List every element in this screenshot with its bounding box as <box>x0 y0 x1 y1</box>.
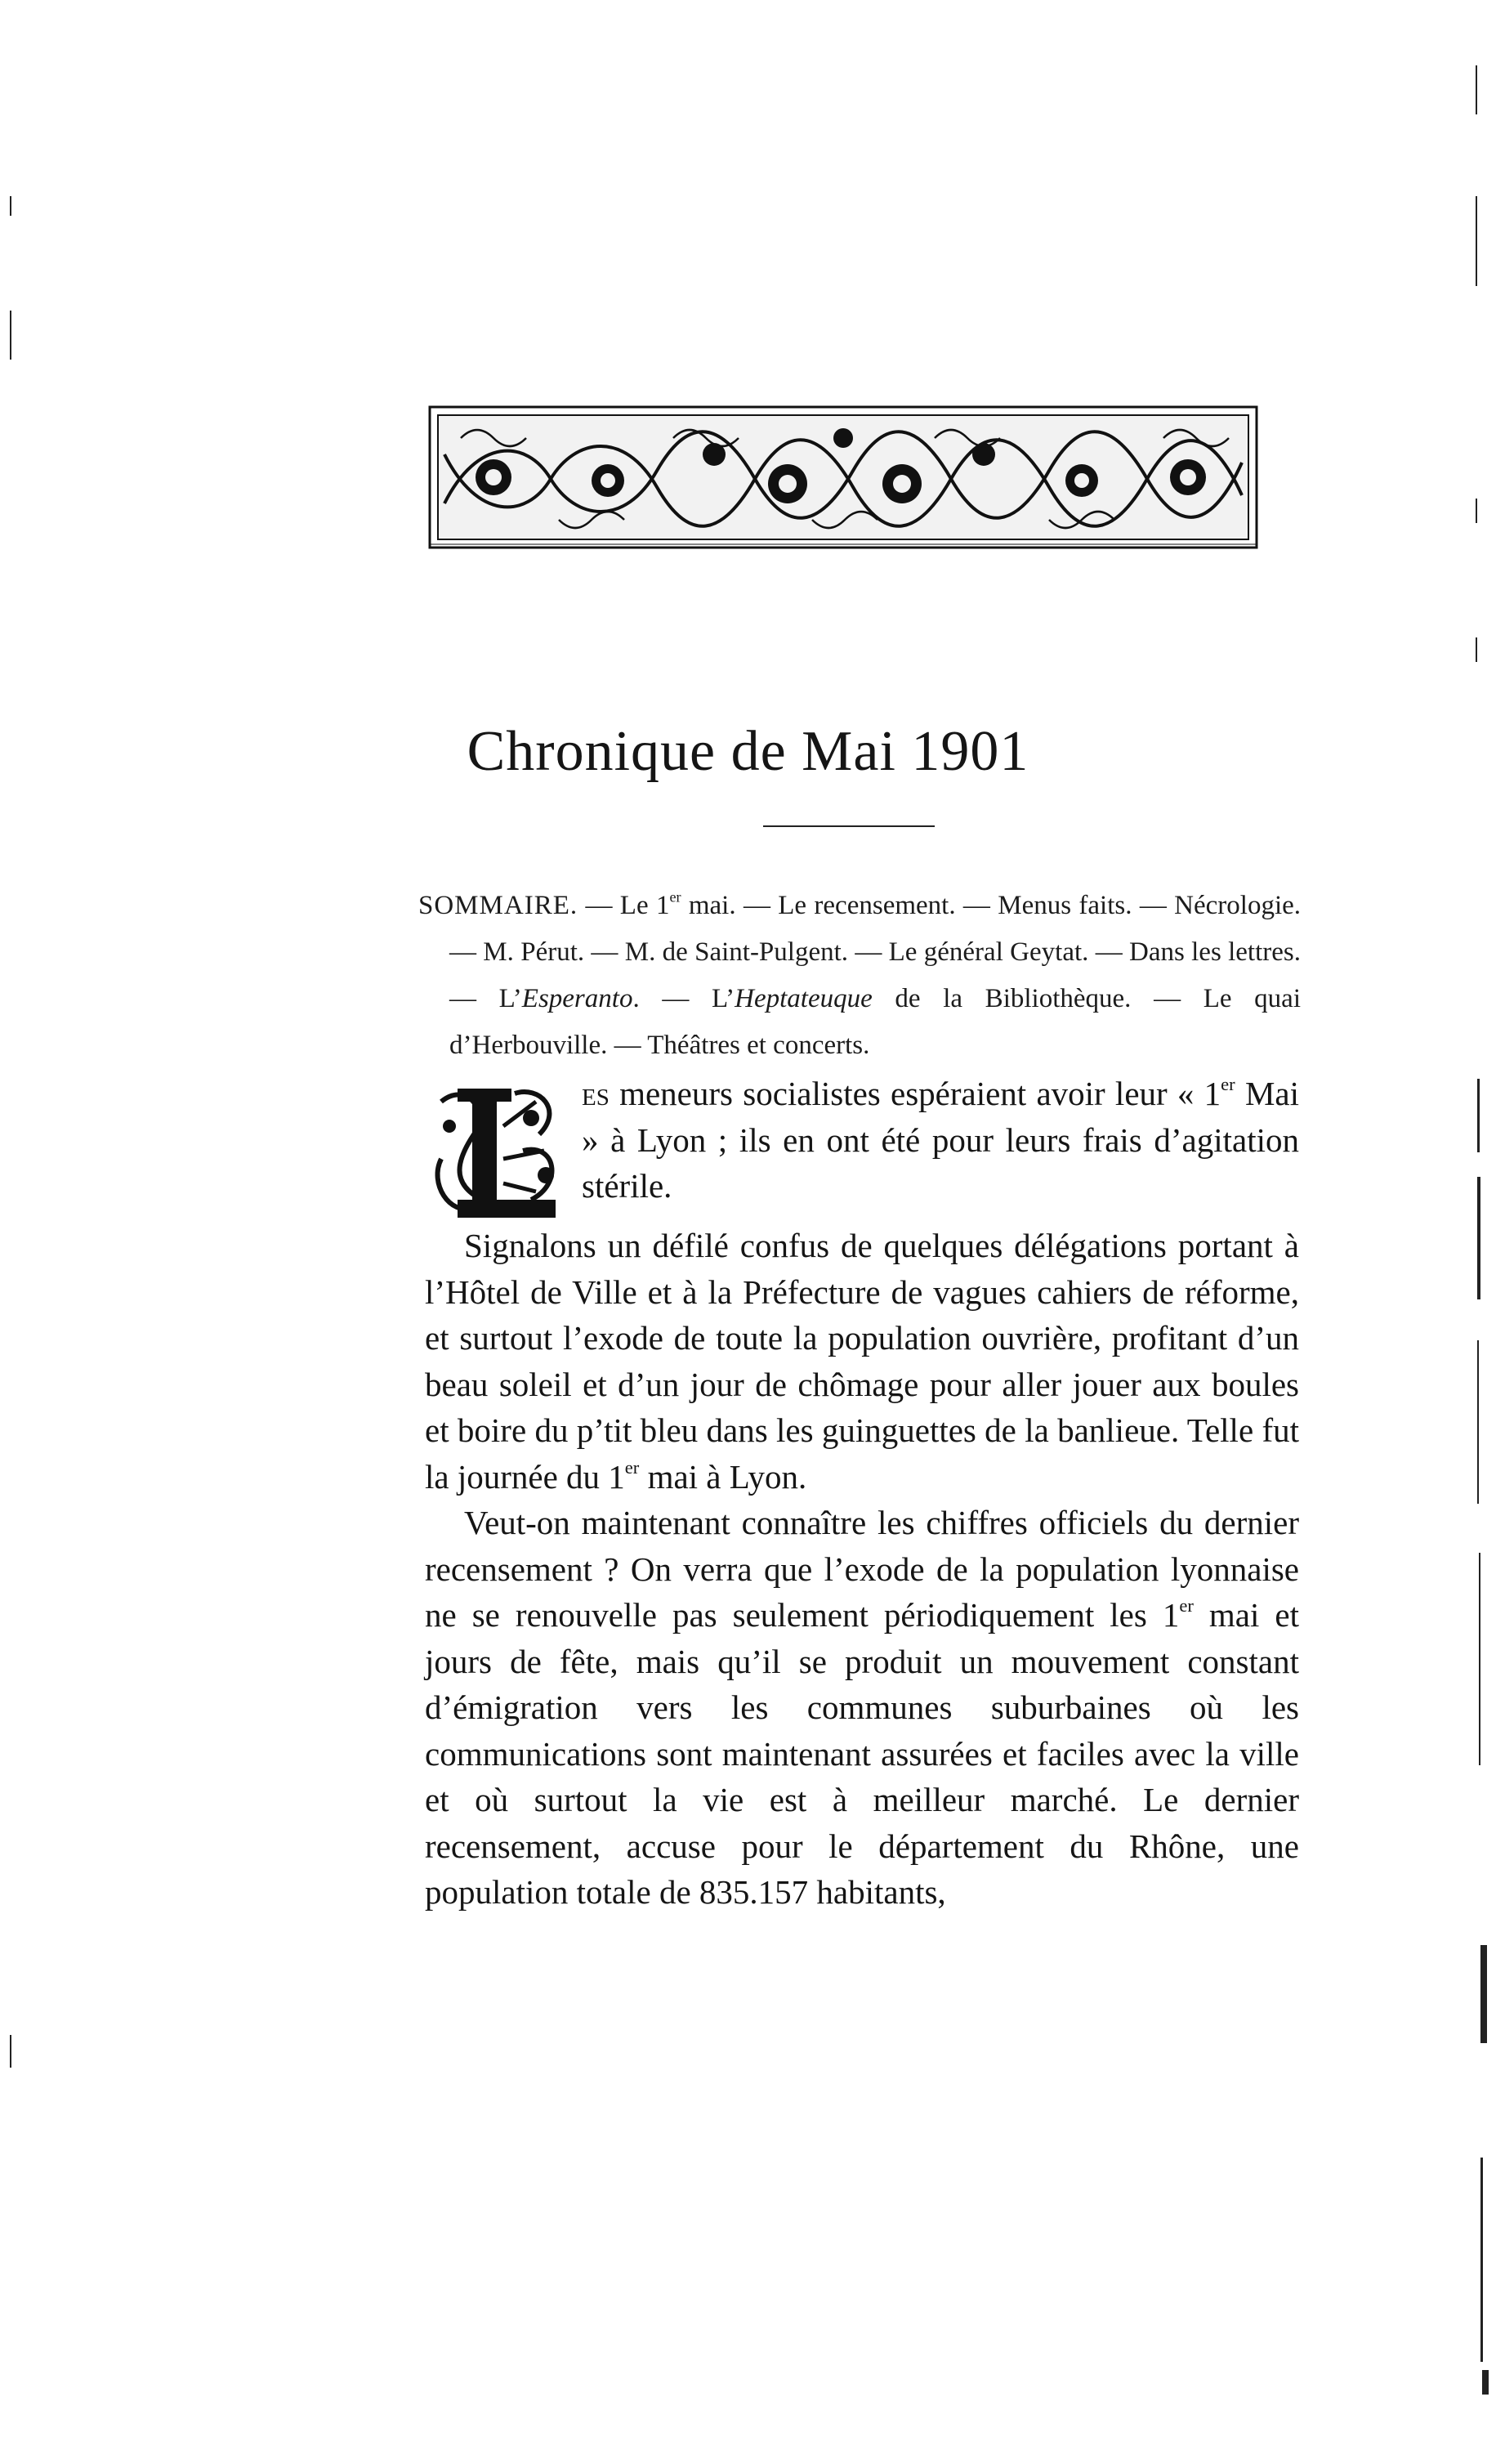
scan-edge-mark <box>10 2035 11 2068</box>
sommaire-text: de la Bibliothèque. — Le quai d’Herbouville. — Théâtres et concerts. <box>449 984 1301 1060</box>
sommaire-summary <box>418 883 1301 1069</box>
sommaire-text: mai. — Le recensement. — Menus faits. — Nécrologie. — M. Pérut. — M. de Saint-Pulgent. — Le général Geytat. — Dans les lettres. — L’ <box>449 891 1302 1013</box>
scan-edge-mark <box>1476 65 1477 114</box>
ordinal-suffix: er <box>1179 1594 1194 1616</box>
scan-edge-mark <box>1480 2158 1483 2362</box>
paragraph <box>425 1071 1299 1210</box>
ordinal-suffix: er <box>624 1456 640 1478</box>
page-title: Chronique de Mai 1901 <box>467 720 1029 783</box>
ornate-letter-l-icon <box>425 1077 570 1223</box>
scan-edge-mark <box>10 311 11 360</box>
sommaire-text: — Le <box>578 891 656 920</box>
scan-edge-mark <box>10 196 11 216</box>
ordinal-number: 1 <box>655 891 670 920</box>
scan-edge-mark <box>1477 1340 1479 1504</box>
scan-edge-mark <box>1476 499 1477 523</box>
paragraph <box>425 1223 1299 1500</box>
ordinal-number: 1 <box>608 1457 625 1496</box>
sommaire-italic: Esperanto <box>521 984 633 1013</box>
ordinal-number: 1 <box>1203 1075 1221 1112</box>
article-body <box>425 1071 1299 1916</box>
scan-edge-mark <box>1476 637 1477 662</box>
sommaire-label: SOMMAIRE. <box>418 891 578 920</box>
ordinal-number: 1 <box>1162 1596 1180 1634</box>
ordinal-suffix: er <box>1221 1073 1235 1094</box>
paragraph-text: Veut-on maintenant connaître les chiffres officiels du dernier recensement ? On verra que l’exode de la population lyonnaise ne se renouvelle pas seulement périodiquement les <box>425 1504 1299 1634</box>
dropcap-continuation: es <box>582 1075 610 1112</box>
paragraph-text: meneurs socialistes espéraient avoir leur « <box>609 1075 1204 1112</box>
paragraph-text: Mai » à Lyon ; ils en ont été pour leurs frais d’agitation stérile. <box>582 1075 1299 1205</box>
ordinal-suffix: er <box>669 888 681 906</box>
scan-edge-mark <box>1477 1177 1480 1299</box>
scan-edge-mark <box>1479 1553 1480 1765</box>
scan-edge-mark <box>1476 196 1477 286</box>
paragraph <box>425 1500 1299 1916</box>
sommaire-italic: Heptateuque <box>735 984 873 1013</box>
scan-edge-mark <box>1480 1945 1487 2043</box>
floral-ornament-icon <box>428 405 1258 549</box>
title-rule <box>763 825 935 827</box>
paragraph-text: mai à Lyon. <box>639 1457 807 1496</box>
scan-edge-mark <box>1482 2370 1489 2395</box>
scan-edge-mark <box>1477 1079 1480 1152</box>
sommaire-text: . — L’ <box>632 984 735 1013</box>
paragraph-text: mai et jours de fête, mais qu’il se produit un mouvement constant d’émigration vers les communes suburbaines où les communications sont maintenant assurées et faciles avec la ville et où surtout la vie est à meilleur marché. Le dernier recensement, accuse pour le département du Rhône, une population totale de 835.157 habitants, <box>425 1596 1299 1911</box>
paragraph-text: Signalons un défilé confus de quelques délégations portant à l’Hôtel de Ville et à la Préfecture de vagues cahiers de réforme, et surtout l’exode de toute la population ouvrière, profitant d’un beau soleil et d’un jour de chômage pour aller jouer aux boules et boire du p’tit bleu dans les guinguettes de la banlieue. Telle fut la journée du <box>425 1227 1299 1496</box>
